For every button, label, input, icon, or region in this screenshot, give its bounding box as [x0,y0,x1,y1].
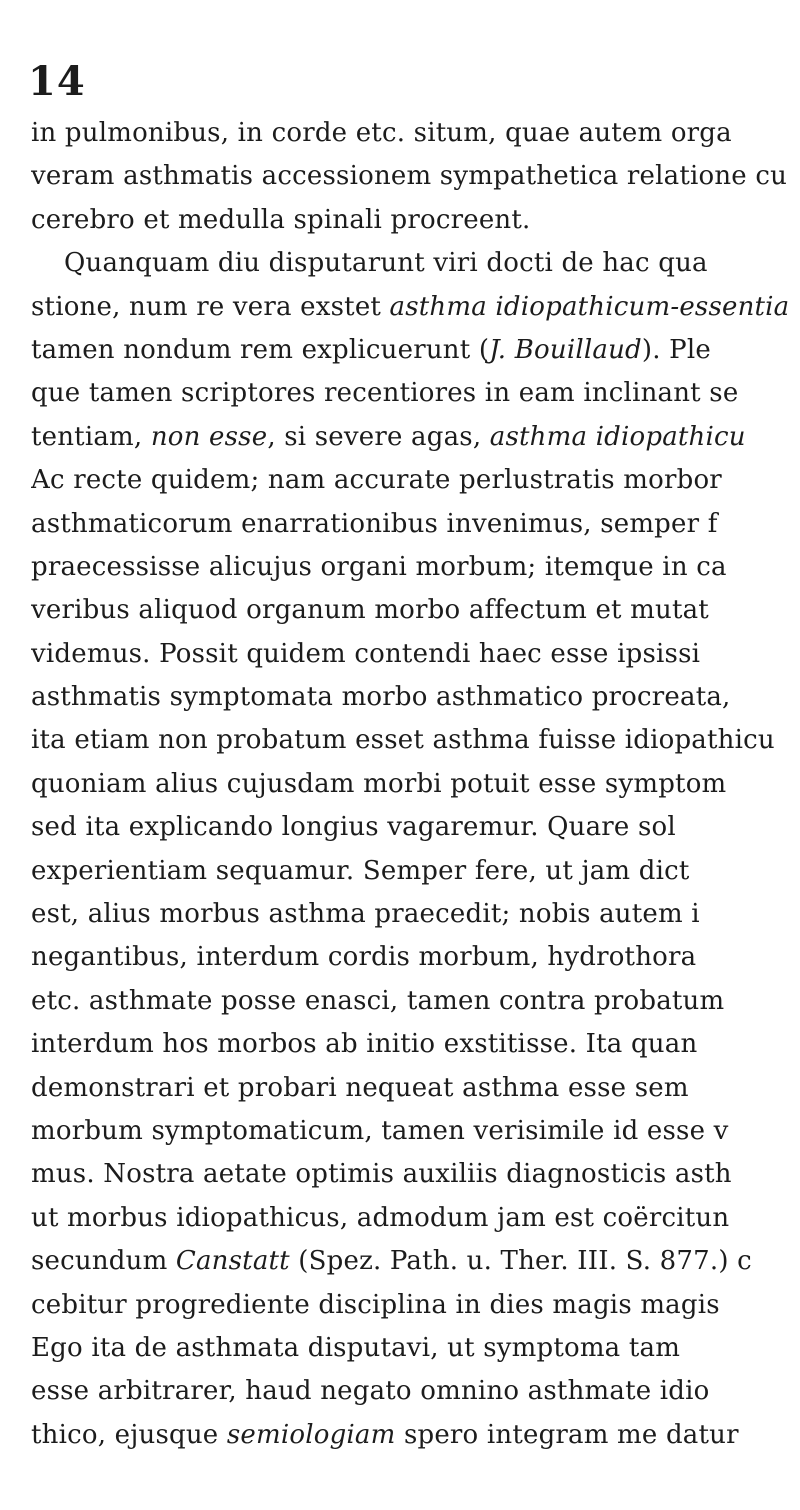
text-segment: etc. asthmate posse enasci, tamen contra probatum [31,985,725,1016]
text-line [31,155,800,198]
text-line [31,676,800,719]
text-segment: praecessisse alicujus organi morbum; itemque in ca [31,551,727,582]
text-segment: thico, ejusque [31,1419,227,1450]
text-segment: tamen nondum rem explicuerunt ( [31,334,490,365]
text-segment: cerebro et medulla spinali procreent. [31,204,531,235]
text-line [31,719,800,762]
text-segment: in pulmonibus, in corde etc. situm, quae autem orga [31,118,732,148]
text-segment: ita etiam non probatum esset asthma fuisse idiopathicu [31,725,775,756]
text-segment: sed ita explicando longius vagaremur. Quare sol [31,812,676,843]
text-line [31,459,800,502]
text-line [31,806,800,849]
text-segment: ut morbus idiopathicus, admodum jam est coërcitun [31,1202,730,1233]
text-line [31,1197,800,1240]
text-segment: veram asthmatis accessionem sympathetica relatione cu [31,161,788,192]
text-segment: esse arbitrarer, haud negato omnino asthmate idio [31,1376,710,1407]
page-number: 14 [28,58,86,105]
italic-text-segment: asthma idiopathicum-essentia [389,291,790,322]
text-segment: demonstrari et probari nequeat asthma esse sem [31,1072,689,1103]
text-segment: tentiam, [31,421,151,452]
text-line [31,112,800,155]
text-line [31,503,800,546]
text-segment: est, alius morbus asthma praecedit; nobis autem i [31,899,700,930]
italic-text-segment: Canstatt [175,1246,290,1277]
text-line [31,1023,800,1066]
text-segment: secundum [31,1246,176,1277]
italic-text-segment: non esse [150,421,268,452]
text-segment: asthmaticorum enarrationibus invenimus, semper f [31,508,718,539]
text-line [31,1284,800,1327]
text-segment: cebitur progrediente disciplina in dies magis magis [31,1289,720,1320]
text-segment: veribus aliquod organum morbo affectum et mutat [31,595,709,626]
text-segment: mus. Nostra aetate optimis auxiliis diagnosticis asth [31,1159,732,1190]
text-segment: spero integram me datur [395,1419,739,1450]
text-line [31,893,800,936]
text-line [31,1153,800,1196]
text-line [31,980,800,1023]
text-segment: experientiam sequamur. Semper fere, ut jam dict [31,855,690,886]
text-line [31,242,800,285]
text-segment: interdum hos morbos ab initio exstitisse. Ita quan [31,1029,698,1060]
text-line [31,763,800,806]
text-line [31,1370,800,1413]
text-segment: quoniam alius cujusdam morbi potuit esse symptom [31,768,727,799]
text-segment: , si severe agas, [267,421,490,452]
text-line [31,329,800,372]
text-line [31,850,800,893]
text-line [31,1240,800,1283]
text-line [31,936,800,979]
text-segment: negantibus, interdum cordis morbum, hydrothora [31,942,697,973]
text-segment: stione, num re vera exstet [31,291,390,322]
text-line [31,1067,800,1110]
text-line [31,1110,800,1153]
text-segment: morbum symptomaticum, tamen verisimile id esse v [31,1115,729,1146]
text-line [31,372,800,415]
text-segment: Ego ita de asthmata disputavi, ut symptoma tam [31,1332,681,1363]
text-line [31,286,800,329]
italic-text-segment: semiologiam [226,1419,396,1450]
text-line [31,546,800,589]
text-segment: asthmatis symptomata morbo asthmatico procreata, [31,682,731,713]
text-segment: Quanquam diu disputarunt viri docti de hac qua [64,248,708,279]
text-line [31,589,800,632]
text-segment: ). Ple [641,334,711,365]
text-line [31,1414,800,1457]
text-segment: Ac recte quidem; nam accurate perlustratis morbor [31,465,722,496]
text-segment: (Spez. Path. u. Ther. III. S. 877.) c [289,1246,752,1277]
body-text [31,112,800,1457]
text-segment: videmus. Possit quidem contendi haec esse ipsissi [31,638,701,669]
text-segment: que tamen scriptores recentiores in eam inclinant se [31,378,739,409]
text-line [31,1327,800,1370]
text-line [31,199,800,242]
text-line [31,416,800,459]
text-line [31,633,800,676]
italic-text-segment: J. Bouillaud [489,334,642,365]
italic-text-segment: asthma idiopathicu [489,421,746,452]
